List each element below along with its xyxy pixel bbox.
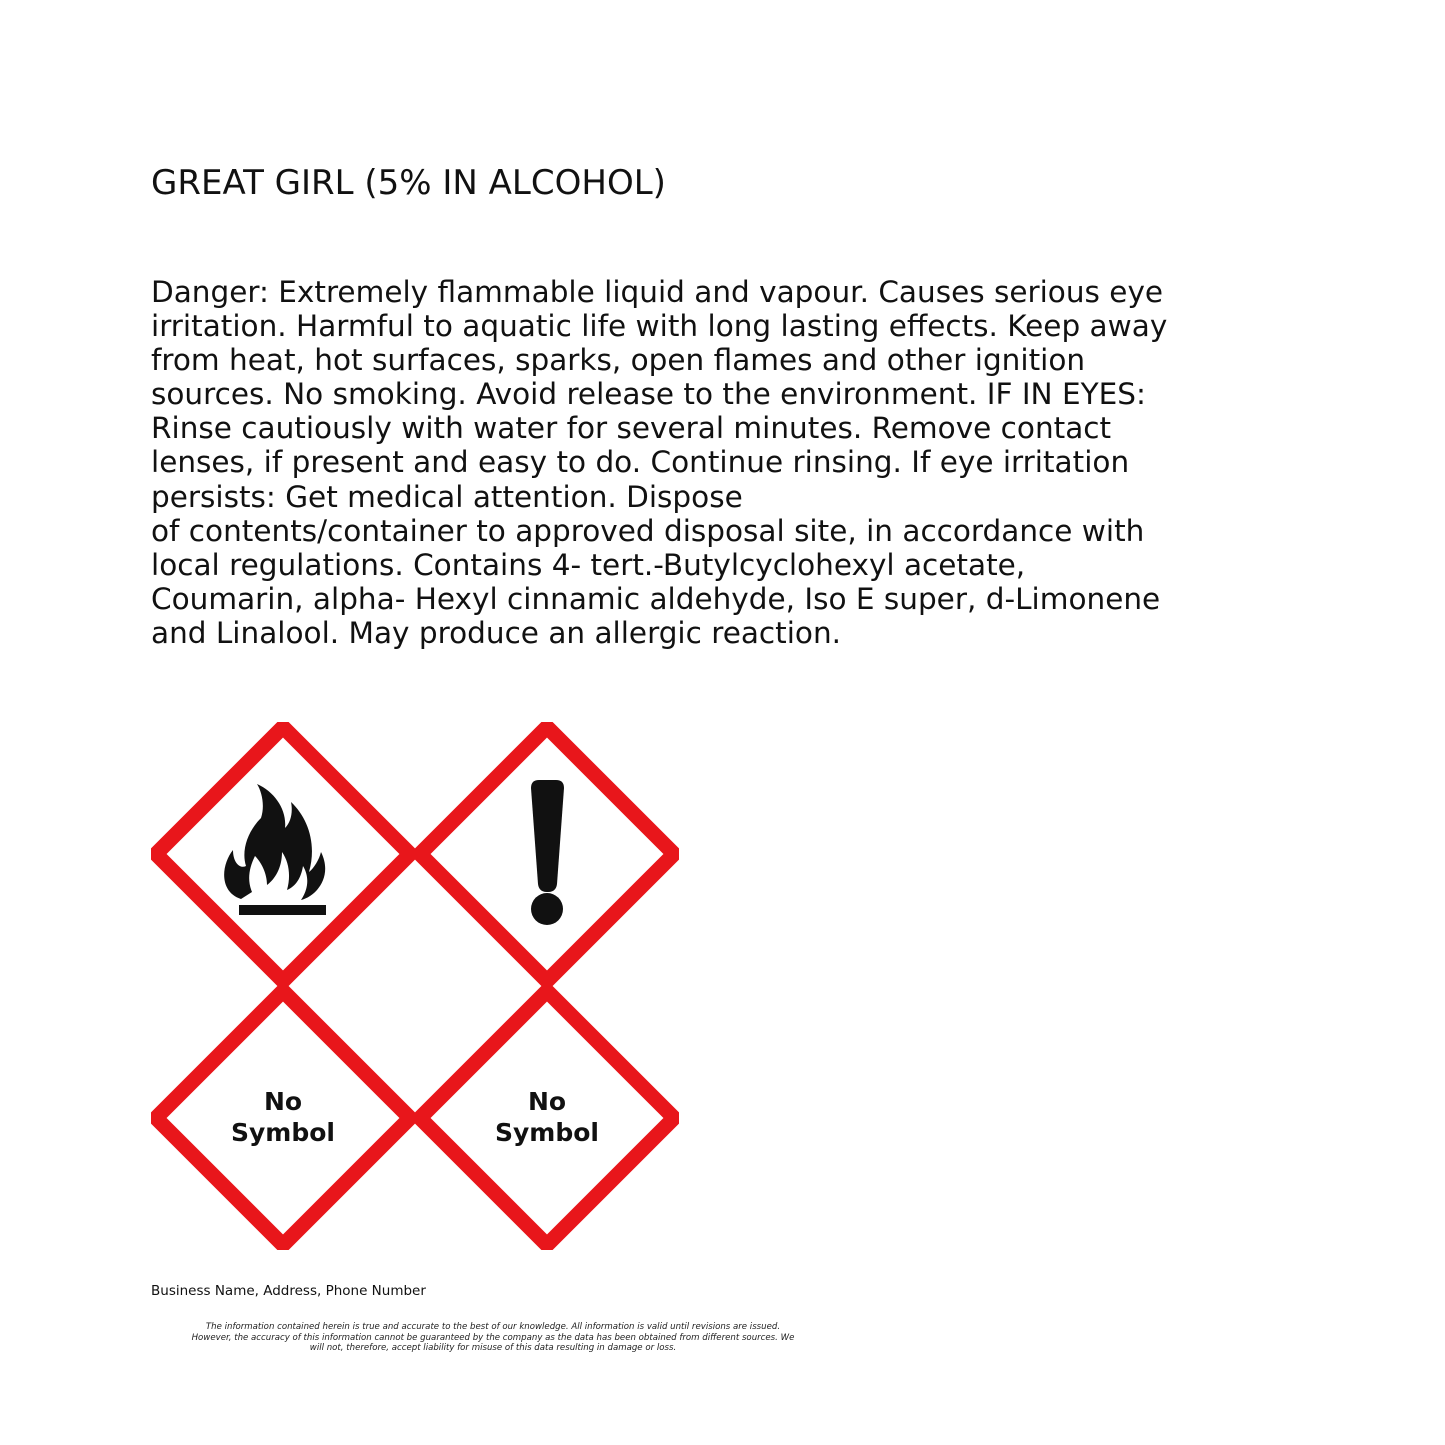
hazard-line: sources. No smoking. Avoid release to the environment. IF IN EYES: [151,377,1146,412]
hazard-line: of contents/container to approved disposal site, in accordance with [151,513,1145,548]
hazard-line: from heat, hot surfaces, sparks, open flames and other ignition [151,343,1086,378]
hazard-line: local regulations. Contains 4- tert.-Butylcyclohexyl acetate, [151,547,1026,582]
flammable-pictogram [151,722,415,986]
disclaimer [151,1322,835,1354]
exclamation-pictogram [415,722,679,986]
hazard-line: Coumarin, alpha- Hexyl cinnamic aldehyde, Iso E super, d-Limonene [151,581,1161,616]
business-info: Business Name, Address, Phone Number [151,1283,426,1299]
hazard-line: Danger: Extremely flammable liquid and vapour. Causes serious eye [151,275,1164,309]
hazard-line: and Linalool. May produce an allergic reaction. [151,615,842,650]
no-symbol-label [415,1086,679,1148]
hazard-line: lenses, if present and easy to do. Continue rinsing. If eye irritation [151,445,1130,480]
no-symbol-pictogram [415,986,679,1250]
disclaimer-line: However, the accuracy of this information cannot be guaranteed by the company as the data has been obtained from different sources. We [191,1332,795,1343]
no-symbol-label [151,1086,415,1148]
no-symbol-line: Symbol [495,1118,599,1147]
no-symbol-pictogram [151,986,415,1250]
no-symbol-line: No [263,1087,303,1116]
hazard-line: Rinse cautiously with water for several minutes. Remove contact [151,411,1112,446]
no-symbol-line: No [527,1087,567,1116]
disclaimer-line: The information contained herein is true and accurate to the best of our knowledge. All information is valid until revisions are issued. [205,1322,781,1332]
disclaimer-line: will not, therefore, accept liability for misuse of this data resulting in damage or loss. [309,1343,677,1353]
hazard-line: irritation. Harmful to aquatic life with long lasting effects. Keep away [151,309,1168,344]
hazard-line: persists: Get medical attention. Dispose [151,479,743,514]
hazard-statement [151,275,1241,650]
exclamation-mark-icon [531,780,564,925]
product-title: GREAT GIRL (5% IN ALCOHOL) [151,163,666,203]
no-symbol-line: Symbol [231,1118,335,1147]
